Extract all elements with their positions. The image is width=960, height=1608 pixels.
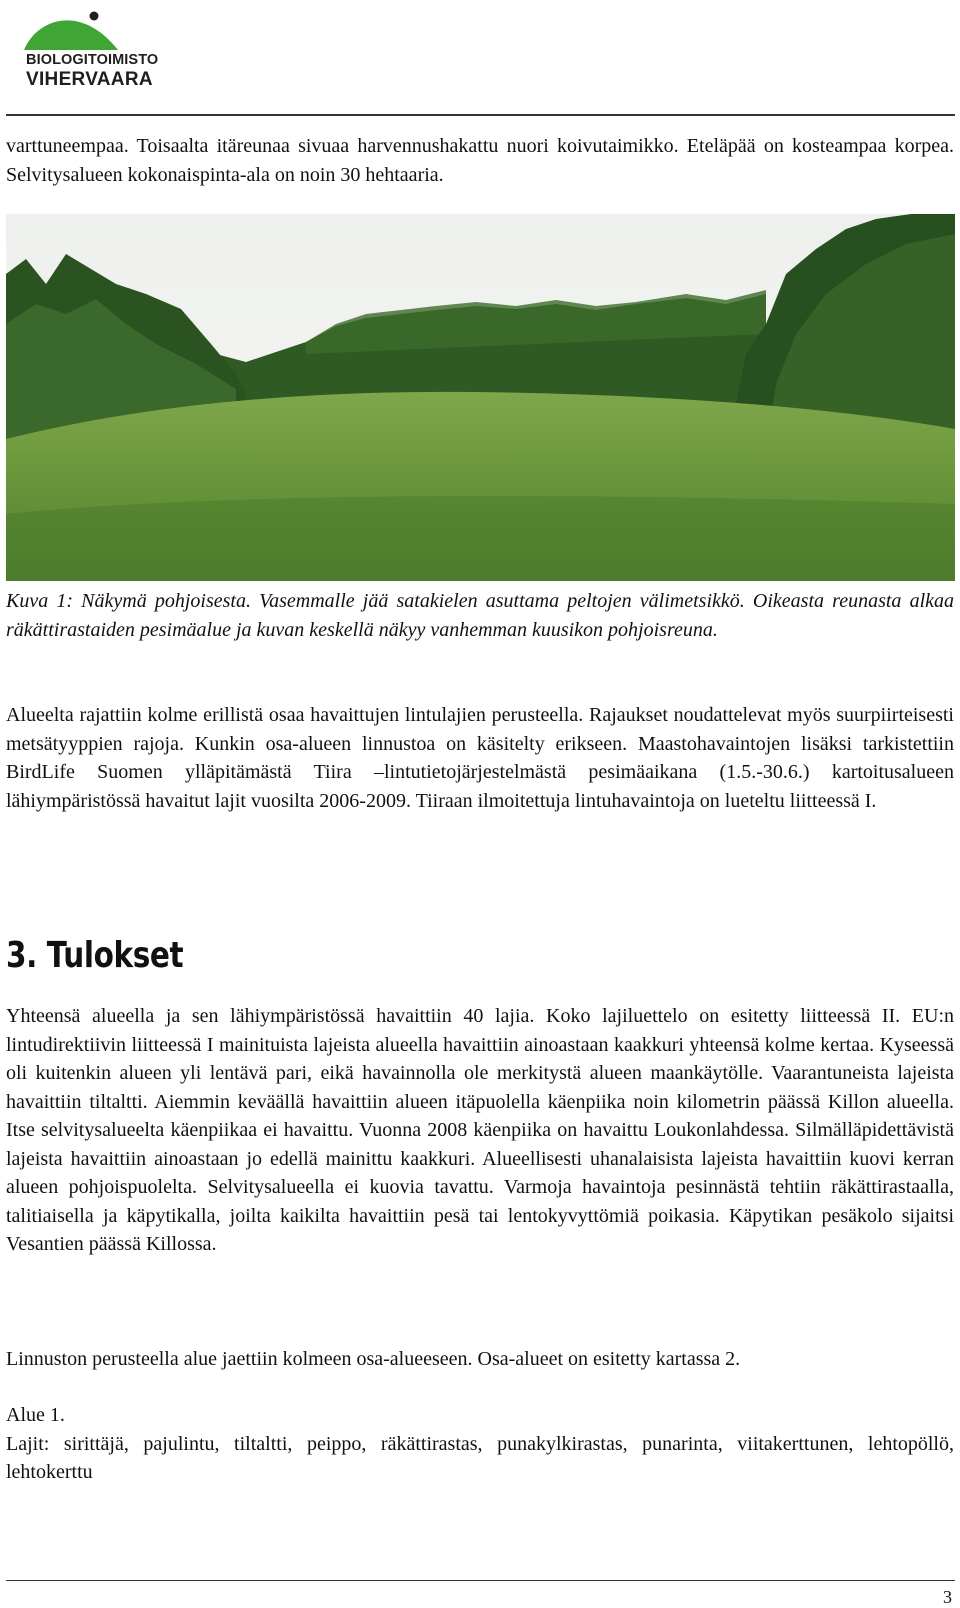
green-hill-with-sun-icon [22, 6, 122, 52]
meadow-photo [6, 214, 955, 581]
results-paragraph: Yhteensä alueella ja sen lähiympäristössä havaittiin 40 lajia. Koko lajiluettelo on esitetty liitteessä II. EU:n lintudirektiivin liitteessä I mainituista lajeista alueella havaittiin ainoastaan kaakkuri yhteensä kolme kertaa. Kyseessä oli kuitenkin alueen yli lentävä pari, eikä havainnolla ole merkitystä alueen maankäytölle. Vaarantuneista lajeista havaittiin tiltaltti. Aiemmin keväällä havaittiin alueen itäpuolella käenpiika noin kilometrin päässä Killon alueella. Itse selvitysalueelta käenpiikaa ei havaittu. Vuonna 2008 käenpiika on havaittu Loukonlahdessa. Silmälläpidettävistä lajeista havaittiin ainoastaan jo edellä mainittu kaakkuri. Alueellisesti uhanalaisista lajeista havaittiin kuovi kerran alueen pohjoispuolelta. Selvitysalueella ei kuovia tavattu. Varmoja havaintoja pesinnästä tehtiin räkättirastaalla, talitiaisella ja käpytikalla, joilta kaikilta havaittiin pesä tai lentokyvyttömiä poikasia. Käpytikan pesäkolo sijaitsi Vesantien päässä Killossa. [6, 1005, 954, 1255]
method-paragraph: Alueelta rajattiin kolme erillistä osaa havaittujen lintulajien perusteella. Rajaukset noudattelevat myös suurpiirteisesti metsätyyppien rajoja. Kunkin osa-alueen linnustoa on käsitelty erikseen. Maastohavaintojen lisäksi tarkistettiin BirdLife Suomen ylläpitämästä Tiira –lintutietojärjestelmästä pesimäaikana (1.5.-30.6.) kartoitusalueen lähiympäristössä havaitut lajit vuosilta 2006-2009. Tiiraan ilmoitettuja lintuhavaintoja on lueteltu liitteessä I. [6, 704, 954, 812]
section-heading: 3. Tulokset [6, 935, 184, 976]
area1-title: Alue 1. [6, 1404, 65, 1426]
division-paragraph: Linnuston perusteella alue jaettiin kolmeen osa-alueeseen. Osa-alueet on esitetty kartassa 2. [6, 1348, 741, 1370]
figure-caption: Kuva 1: Näkymä pohjoisesta. Vasemmalle jää satakielen asuttama peltojen välimetsikkö. Oikeasta reunasta alkaa räkättirastaiden pesimäalue ja kuvan keskellä näkyy vanhemman kuusikon pohjoisreuna. [6, 590, 954, 641]
area1-species: Lajit: sirittäjä, pajulintu, tiltaltti, peippo, räkättirastas, punakylkirastas, punarinta, viitakerttunen, lehtopöllö, lehtokerttu [6, 1432, 954, 1483]
page-number: 3 [943, 1587, 952, 1607]
company-logo [22, 6, 182, 92]
intro-paragraph: varttuneempaa. Toisaalta itäreunaa sivuaa harvennushakattu nuori koivutaimikko. Eteläpää on kosteampaa korpea. Selvitysalueen kokonaispinta-ala on noin 30 hehtaaria. [6, 135, 954, 186]
footer-divider [6, 1580, 955, 1581]
area1-block [6, 1401, 954, 1487]
logo-text-line1: BIOLOGITOIMISTO [26, 52, 159, 68]
logo-text-line2: VIHERVAARA [26, 69, 153, 90]
header-divider [6, 114, 955, 116]
